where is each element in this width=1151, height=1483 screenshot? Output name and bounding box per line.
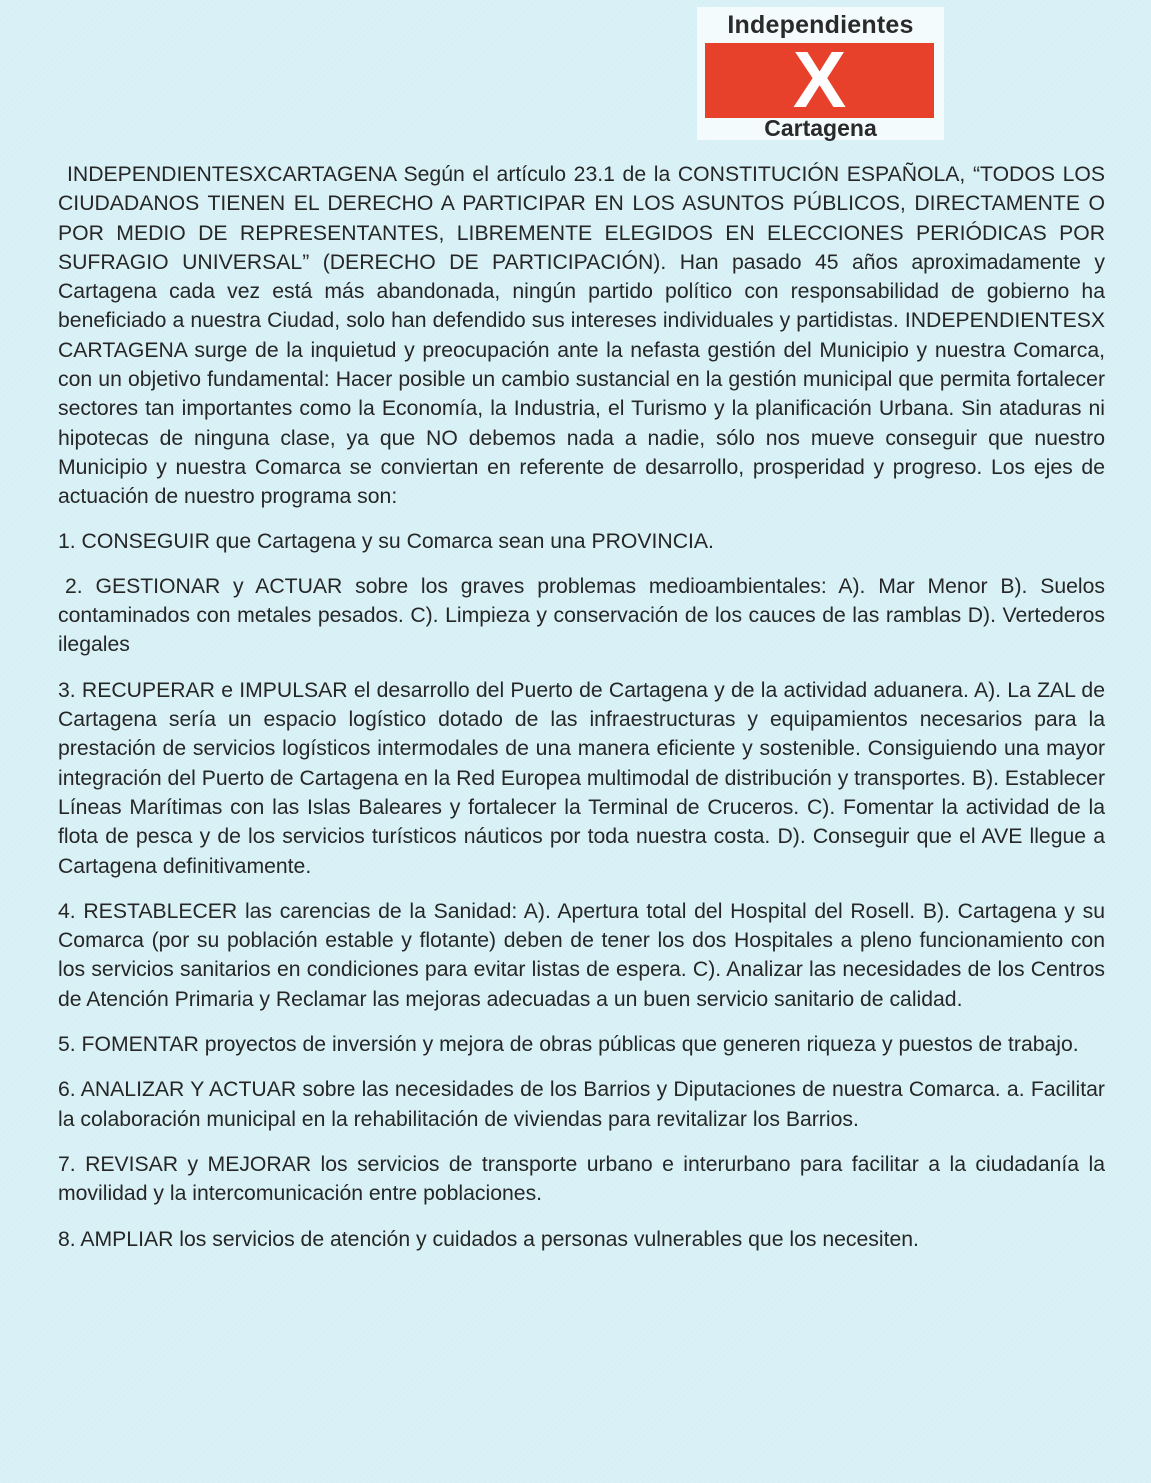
program-item-1: 1. CONSEGUIR que Cartagena y su Comarca sean una PROVINCIA.	[58, 529, 714, 553]
logo-x-mark: X	[792, 35, 847, 124]
logo-red-band	[705, 35, 934, 124]
document-body	[58, 160, 1105, 1254]
logo-bottom-text: Cartagena	[764, 115, 877, 141]
program-item-2: 2. GESTIONAR y ACTUAR sobre los graves problemas medioambientales: A). Mar Menor B). Suelos contaminados con metales pesados. C). Limpieza y conservación de los cauces de las ramblas D). Vertederos ilegales	[58, 574, 1105, 657]
program-item-3: 3. RECUPERAR e IMPULSAR el desarrollo del Puerto de Cartagena y de la actividad aduanera. A). La ZAL de Cartagena sería un espacio logístico dotado de las infraestructuras y equipamientos necesarios para la prestación de servicios logísticos intermodales de una manera eficiente y sostenible. Consiguiendo una mayor integración del Puerto de Cartagena en la Red Europea multimodal de distribución y transportes. B). Establecer Líneas Marítimas con las Islas Baleares y fortalecer la Terminal de Cruceros. C). Fomentar la actividad de la flota de pesca y de los servicios turísticos náuticos por toda nuestra costa. D). Conseguir que el AVE llegue a Cartagena definitivamente.	[58, 678, 1106, 878]
program-item-4: 4. RESTABLECER las carencias de la Sanidad: A). Apertura total del Hospital del Rosell. B). Cartagena y su Comarca (por su población estable y flotante) deben de tener los dos Hospitales a pleno funcionamiento con los servicios sanitarios en condiciones para evitar listas de espera. C). Analizar las necesidades de los Centros de Atención Primaria y Reclamar las mejoras adecuadas a un buen servicio sanitario de calidad.	[58, 899, 1105, 1011]
logo-top-text: Independientes	[727, 11, 914, 39]
party-logo	[697, 7, 944, 140]
intro-paragraph: INDEPENDIENTESXCARTAGENA Según el artículo 23.1 de la CONSTITUCIÓN ESPAÑOLA, “TODOS LOS CIUDADANOS TIENEN EL DERECHO A PARTICIPAR EN LOS ASUNTOS PÚBLICOS, DIRECTAMENTE O POR MEDIO DE REPRESENTANTES, LIBREMENTE ELEGIDOS EN ELECCIONES PERIÓDICAS POR SUFRAGIO UNIVERSAL” (DERECHO DE PARTICIPACIÓN). Han pasado 45 años aproximadamente y Cartagena cada vez está más abandonada, ningún partido político con responsabilidad de gobierno ha beneficiado a nuestra Ciudad, solo han defendido sus intereses individuales y partidistas. INDEPENDIENTESX CARTAGENA surge de la inquietud y preocupación ante la nefasta gestión del Municipio y nuestra Comarca, con un objetivo fundamental: Hacer posible un cambio sustancial en la gestión municipal que permita fortalecer sectores tan importantes como la Economía, la Industria, el Turismo y la planificación Urbana. Sin ataduras ni hipotecas de ninguna clase, ya que NO debemos nada a nadie, sólo nos mueve conseguir que nuestro Municipio y nuestra Comarca se conviertan en referente de desarrollo, prosperidad y progreso. Los ejes de actuación de nuestro programa son:	[58, 163, 1105, 509]
program-item-8: 8. AMPLIAR los servicios de atención y cuidados a personas vulnerables que los necesiten.	[58, 1227, 919, 1251]
program-item-6: 6. ANALIZAR Y ACTUAR sobre las necesidades de los Barrios y Diputaciones de nuestra Comarca. a. Facilitar la colaboración municipal en la rehabilitación de viviendas para revitalizar los Barrios.	[58, 1078, 1105, 1131]
program-item-5: 5. FOMENTAR proyectos de inversión y mejora de obras públicas que generen riqueza y puestos de trabajo.	[58, 1033, 1079, 1057]
program-item-7: 7. REVISAR y MEJORAR los servicios de transporte urbano e interurbano para facilitar a la ciudadanía la movilidad y la intercomunicación entre poblaciones.	[58, 1152, 1105, 1206]
